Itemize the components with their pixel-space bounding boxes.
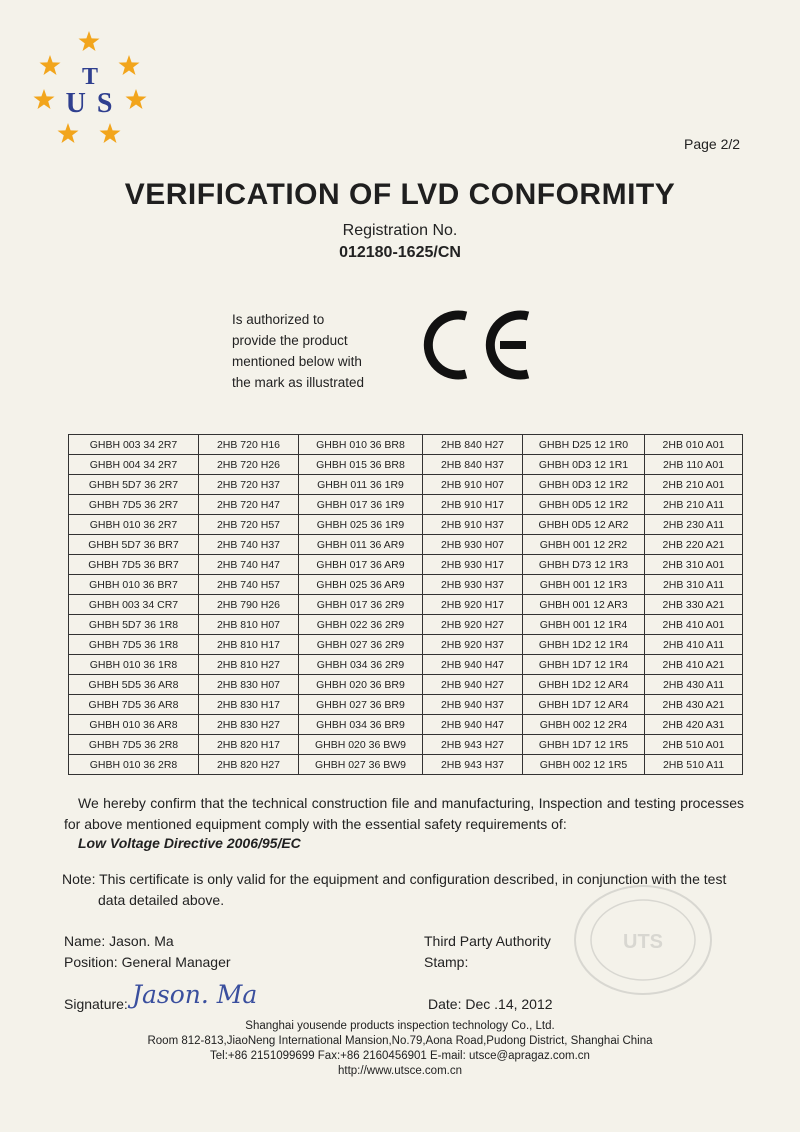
table-cell: GHBH 034 36 2R9 [299,655,423,675]
table-cell: 2HB 210 A11 [645,495,743,515]
table-cell: 2HB 940 H27 [423,675,523,695]
table-cell: GHBH 017 36 AR9 [299,555,423,575]
table-cell: 2HB 220 A21 [645,535,743,555]
table-cell: GHBH 7D5 36 BR7 [69,555,199,575]
table-cell: 2HB 010 A01 [645,435,743,455]
table-cell: 2HB 210 A01 [645,475,743,495]
table-cell: GHBH 010 36 1R8 [69,655,199,675]
table-row [69,555,743,575]
table-cell: 2HB 830 H27 [199,715,299,735]
table-cell: GHBH 010 36 2R7 [69,515,199,535]
table-cell: GHBH 017 36 1R9 [299,495,423,515]
table-cell: GHBH 7D5 36 2R7 [69,495,199,515]
table-cell: 2HB 230 A11 [645,515,743,535]
table-cell: GHBH 010 36 AR8 [69,715,199,735]
table-cell: GHBH 0D3 12 1R1 [523,455,645,475]
table-cell: GHBH 5D7 36 1R8 [69,615,199,635]
confirmation-paragraph: We hereby confirm that the technical construction file and manufacturing, Inspection and testing processes for above mentioned equipment comply with the essential safety requirements of: [64,795,744,832]
table-cell: GHBH 0D3 12 1R2 [523,475,645,495]
table-cell: GHBH 001 12 1R4 [523,615,645,635]
table-cell: 2HB 790 H26 [199,595,299,615]
table-cell: GHBH 003 34 CR7 [69,595,199,615]
table-cell: GHBH 001 12 AR3 [523,595,645,615]
svg-text:T: T [81,64,99,90]
registration-number: 012180-1625/CN [339,244,461,261]
table-row [69,515,743,535]
table-cell: 2HB 720 H47 [199,495,299,515]
table-cell: GHBH 027 36 2R9 [299,635,423,655]
svg-text:U S: U S [65,88,115,119]
table-cell: 2HB 920 H27 [423,615,523,635]
table-cell: GHBH 5D7 36 BR7 [69,535,199,555]
table-row [69,435,743,455]
table-cell: GHBH 020 36 BR9 [299,675,423,695]
svg-text:UTS: UTS [623,931,663,953]
signer-name: Name: Jason. Ma [64,933,174,949]
table-cell: 2HB 930 H17 [423,555,523,575]
signature-label: Signature: [64,996,128,1012]
note-line: data detailed above. [98,892,225,908]
table-cell: 2HB 720 H16 [199,435,299,455]
table-cell: GHBH 027 36 BW9 [299,755,423,775]
table-cell: GHBH 011 36 1R9 [299,475,423,495]
table-cell: 2HB 943 H37 [423,755,523,775]
certificate-title: VERIFICATION OF LVD CONFORMITY [124,178,676,211]
table-cell: 2HB 110 A01 [645,455,743,475]
footer-address: Room 812-813,JiaoNeng International Mansion,No.79,Aona Road,Pudong District, Shanghai China [147,1035,653,1047]
table-row [69,715,743,735]
table-cell: GHBH 010 36 BR7 [69,575,199,595]
table-cell: GHBH 5D7 36 2R7 [69,475,199,495]
table-cell: GHBH 1D2 12 AR4 [523,675,645,695]
signer-position: Position: General Manager [64,954,231,970]
table-cell: 2HB 740 H57 [199,575,299,595]
table-cell: GHBH D25 12 1R0 [523,435,645,455]
table-cell: GHBH 034 36 BR9 [299,715,423,735]
handwritten-signature: Jason. Ma [132,980,258,1009]
table-row [69,695,743,715]
footer-contact: Tel:+86 2151099699 Fax:+86 2160456901 E-mail: utsce@apragaz.com.cn [210,1050,590,1062]
table-cell: 2HB 940 H47 [423,655,523,675]
footer-website[interactable]: http://www.utsce.com.cn [338,1065,462,1077]
authorization-line: Is authorized to [232,312,325,327]
table-cell: 2HB 310 A01 [645,555,743,575]
table-cell: GHBH 001 12 1R3 [523,575,645,595]
registration-label: Registration No. [342,222,458,239]
table-cell: 2HB 810 H17 [199,635,299,655]
table-cell: GHBH 1D7 12 AR4 [523,695,645,715]
table-cell: 2HB 910 H07 [423,475,523,495]
third-party-authority: Third Party Authority [424,933,551,949]
table-cell: 2HB 940 H37 [423,695,523,715]
table-cell: GHBH 1D7 12 1R4 [523,655,645,675]
table-cell: 2HB 920 H17 [423,595,523,615]
table-cell: 2HB 810 H07 [199,615,299,635]
table-cell: GHBH 015 36 BR8 [299,455,423,475]
table-cell: 2HB 920 H37 [423,635,523,655]
table-cell: GHBH 1D2 12 1R4 [523,635,645,655]
table-cell: 2HB 940 H47 [423,715,523,735]
table-cell: 2HB 840 H37 [423,455,523,475]
table-cell: GHBH 5D5 36 AR8 [69,675,199,695]
table-cell: GHBH 7D5 36 AR8 [69,695,199,715]
table-cell: 2HB 410 A21 [645,655,743,675]
table-cell: 2HB 820 H17 [199,735,299,755]
authorization-line: the mark as illustrated [232,375,365,390]
table-cell: GHBH D73 12 1R3 [523,555,645,575]
footer-company: Shanghai yousende products inspection technology Co., Ltd. [245,1020,555,1032]
ce-mark-icon [422,306,538,384]
table-cell: GHBH 010 36 2R8 [69,755,199,775]
table-row [69,535,743,555]
table-cell: 2HB 740 H47 [199,555,299,575]
stamp-label: Stamp: [424,954,469,970]
footer [0,1019,800,1079]
table-row [69,655,743,675]
table-cell: GHBH 002 12 1R5 [523,755,645,775]
table-row [69,595,743,615]
directive-reference: Low Voltage Directive 2006/95/EC [78,835,301,851]
table-cell: GHBH 025 36 AR9 [299,575,423,595]
table-cell: GHBH 7D5 36 1R8 [69,635,199,655]
table-cell: 2HB 810 H27 [199,655,299,675]
table-cell: GHBH 025 36 1R9 [299,515,423,535]
table-cell: GHBH 010 36 BR8 [299,435,423,455]
table-cell: 2HB 330 A21 [645,595,743,615]
table-cell: GHBH 1D7 12 1R5 [523,735,645,755]
authorization-line: mentioned below with [232,354,362,369]
table-cell: 2HB 410 A11 [645,635,743,655]
table-cell: GHBH 0D5 12 1R2 [523,495,645,515]
table-row [69,495,743,515]
page-number: Page 2/2 [684,136,741,152]
table-cell: 2HB 430 A21 [645,695,743,715]
table-cell: 2HB 420 A31 [645,715,743,735]
table-cell: 2HB 830 H07 [199,675,299,695]
table-cell: 2HB 310 A11 [645,575,743,595]
table-cell: 2HB 830 H17 [199,695,299,715]
issue-date: Date: Dec .14, 2012 [428,996,553,1012]
table-cell: 2HB 930 H07 [423,535,523,555]
table-cell: 2HB 820 H27 [199,755,299,775]
table-row [69,615,743,635]
note-line: Note: This certificate is only valid for the equipment and configuration described, in conjunction with the test [62,871,727,887]
table-cell: GHBH 027 36 BR9 [299,695,423,715]
table-cell: 2HB 910 H17 [423,495,523,515]
table-cell: 2HB 720 H26 [199,455,299,475]
table-cell: 2HB 943 H27 [423,735,523,755]
table-cell: GHBH 011 36 AR9 [299,535,423,555]
table-row [69,675,743,695]
table-row [69,475,743,495]
tus-logo [28,28,158,158]
table-row [69,735,743,755]
table-cell: 2HB 430 A11 [645,675,743,695]
table-cell: 2HB 930 H37 [423,575,523,595]
table-cell: GHBH 001 12 2R2 [523,535,645,555]
table-cell: GHBH 0D5 12 AR2 [523,515,645,535]
table-cell: 2HB 720 H37 [199,475,299,495]
table-cell: 2HB 410 A01 [645,615,743,635]
table-row [69,575,743,595]
table-cell: 2HB 740 H37 [199,535,299,555]
product-table [68,434,743,775]
table-cell: GHBH 022 36 2R9 [299,615,423,635]
table-cell: 2HB 840 H27 [423,435,523,455]
table-cell: GHBH 020 36 BW9 [299,735,423,755]
table-cell: GHBH 004 34 2R7 [69,455,199,475]
authorization-line: provide the product [232,333,348,348]
table-cell: GHBH 7D5 36 2R8 [69,735,199,755]
table-cell: GHBH 017 36 2R9 [299,595,423,615]
table-cell: GHBH 003 34 2R7 [69,435,199,455]
table-cell: 2HB 720 H57 [199,515,299,535]
authorization-text [232,309,364,393]
table-cell: 2HB 510 A01 [645,735,743,755]
table-row [69,455,743,475]
table-row [69,635,743,655]
table-row [69,755,743,775]
table-cell: GHBH 002 12 2R4 [523,715,645,735]
table-cell: 2HB 510 A11 [645,755,743,775]
company-seal [568,880,718,1000]
table-cell: 2HB 910 H37 [423,515,523,535]
